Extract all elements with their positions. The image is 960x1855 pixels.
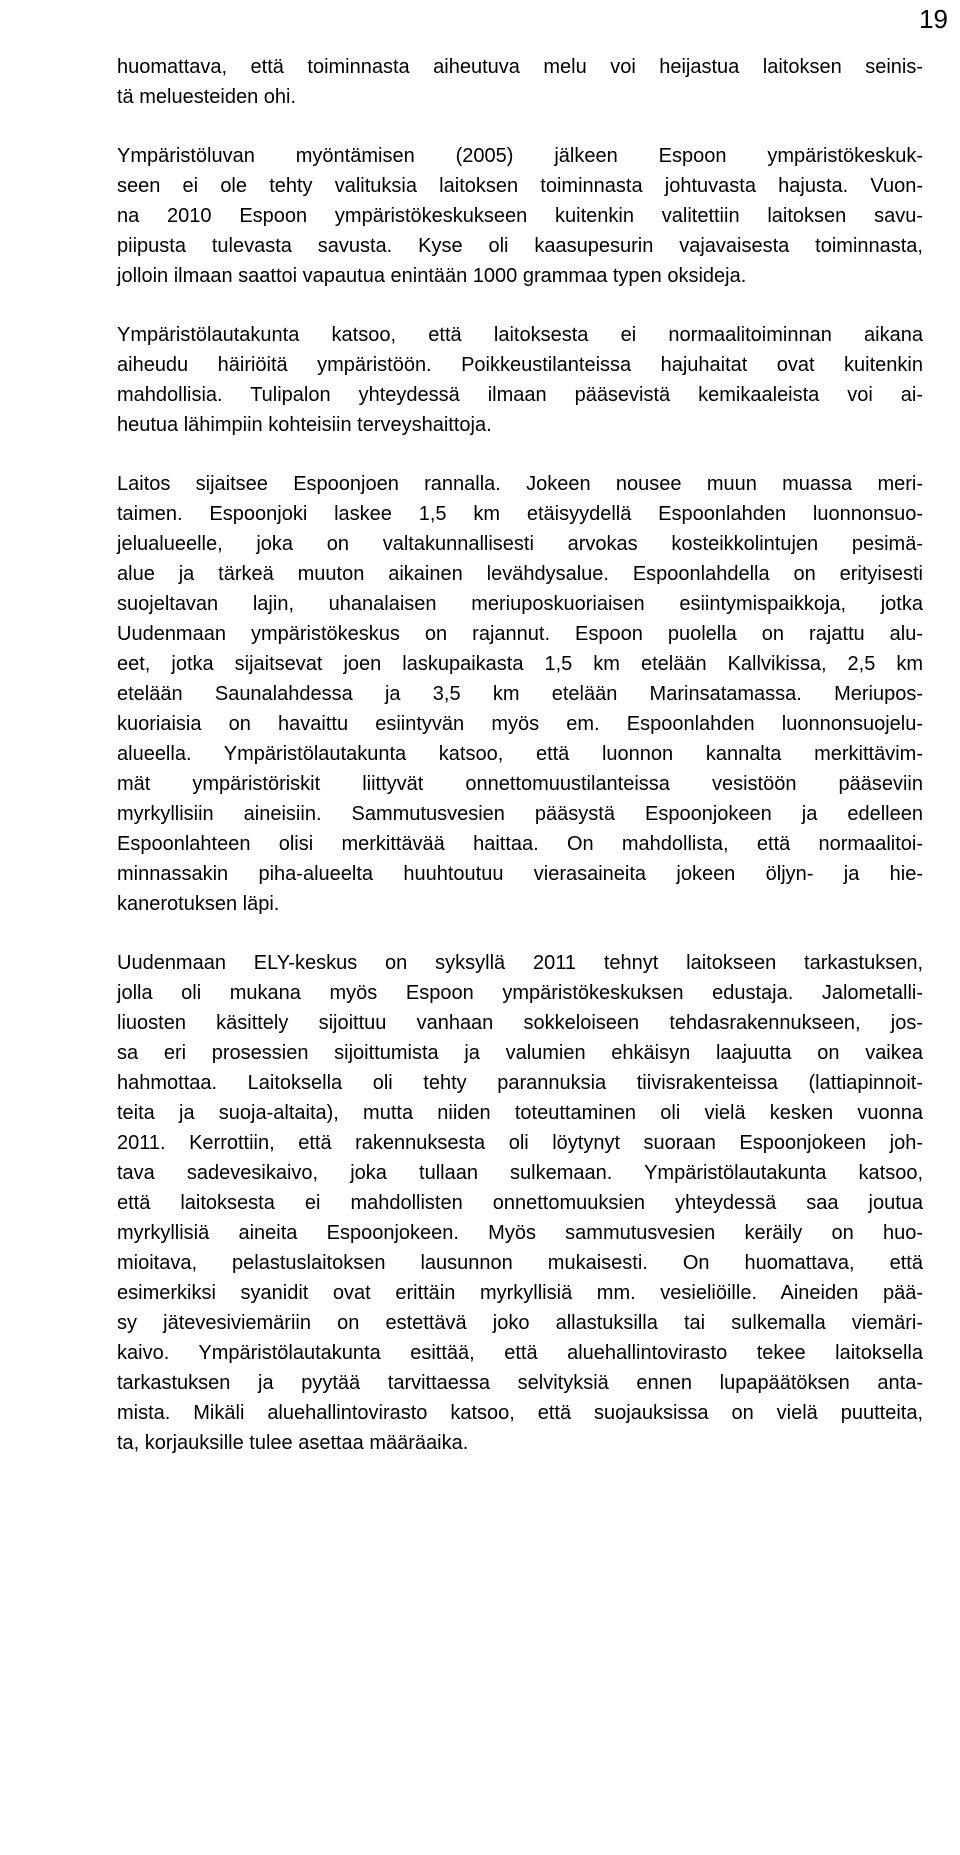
text-line: liuosten käsittely sijoittuu vanhaan sokkeloiseen tehdasrakennukseen, jos- — [117, 1012, 923, 1034]
text-line: tä meluesteiden ohi. — [117, 86, 297, 108]
paragraph-1 — [117, 52, 923, 112]
text-line: kanerotuksen läpi. — [117, 893, 280, 915]
text-line: teita ja suoja-altaita), mutta niiden toteuttaminen oli vielä kesken vuonna — [117, 1102, 923, 1124]
text-line: Uudenmaan ELY-keskus on syksyllä 2011 tehnyt laitokseen tarkastuksen, — [117, 952, 923, 974]
text-line: tarkastuksen ja pyytää tarvittaessa selvityksiä ennen lupapäätöksen anta- — [117, 1372, 923, 1394]
text-line: mät ympäristöriskit liittyvät onnettomuustilanteissa vesistöön pääseviin — [117, 773, 923, 795]
text-line: etelään Saunalahdessa ja 3,5 km etelään Marinsatamassa. Meriupos- — [117, 683, 923, 705]
paragraph-5 — [117, 948, 923, 1458]
text-line: kaivo. Ympäristölautakunta esittää, että aluehallintovirasto tekee laitoksella — [117, 1342, 923, 1364]
text-line: heutua lähimpiin kohteisiin terveyshaittoja. — [117, 414, 492, 436]
document-body — [117, 52, 923, 1458]
text-line: Laitos sijaitsee Espoonjoen rannalla. Jokeen nousee muun muassa meri- — [117, 473, 923, 495]
paragraph-2 — [117, 141, 923, 291]
text-line: sa eri prosessien sijoittumista ja valumien ehkäisyn laajuutta on vaikea — [117, 1042, 923, 1064]
text-line: hahmottaa. Laitoksella oli tehty parannuksia tiivisrakenteissa (lattiapinnoit- — [117, 1072, 923, 1094]
text-line: mioitava, pelastuslaitoksen lausunnon mukaisesti. On huomattava, että — [117, 1252, 923, 1274]
text-line: että laitoksesta ei mahdollisten onnettomuuksien yhteydessä saa joutua — [117, 1192, 923, 1214]
text-line: tava sadevesikaivo, joka tullaan sulkemaan. Ympäristölautakunta katsoo, — [117, 1162, 923, 1184]
text-line: jolloin ilmaan saattoi vapautua enintään 1000 grammaa typen oksideja. — [117, 265, 747, 287]
text-line: Ympäristöluvan myöntämisen (2005) jälkeen Espoon ympäristökeskuk- — [117, 145, 923, 167]
text-line: myrkyllisiä aineita Espoonjokeen. Myös sammutusvesien keräily on huo- — [117, 1222, 923, 1244]
text-line: seen ei ole tehty valituksia laitoksen toiminnasta johtuvasta hajusta. Vuon- — [117, 175, 923, 197]
text-line: 2011. Kerrottiin, että rakennuksesta oli löytynyt suoraan Espoonjokeen joh- — [117, 1132, 923, 1154]
text-line: sy jätevesiviemäriin on estettävä joko allastuksilla tai sulkemalla viemäri- — [117, 1312, 923, 1334]
text-line: Uudenmaan ympäristökeskus on rajannut. Espoon puolella on rajattu alu- — [117, 623, 923, 645]
text-line: alue ja tärkeä muuton aikainen levähdysalue. Espoonlahdella on erityisesti — [117, 563, 923, 585]
text-line: taimen. Espoonjoki laskee 1,5 km etäisyydellä Espoonlahden luonnonsuo- — [117, 503, 923, 525]
text-line: na 2010 Espoon ympäristökeskukseen kuitenkin valitettiin laitoksen savu- — [117, 205, 923, 227]
text-line: eet, jotka sijaitsevat joen laskupaikasta 1,5 km etelään Kallvikissa, 2,5 km — [117, 653, 923, 675]
text-line: ta, korjauksille tulee asettaa määräaika. — [117, 1432, 469, 1454]
text-line: aiheudu häiriöitä ympäristöön. Poikkeustilanteissa hajuhaitat ovat kuitenkin — [117, 354, 923, 376]
text-line: Espoonlahteen olisi merkittävää haittaa. On mahdollista, että normaalitoi- — [117, 833, 923, 855]
page-number: 19 — [919, 4, 948, 34]
paragraph-4 — [117, 469, 923, 919]
text-line: alueella. Ympäristölautakunta katsoo, että luonnon kannalta merkittävim- — [117, 743, 923, 765]
text-line: piipusta tulevasta savusta. Kyse oli kaasupesurin vajavaisesta toiminnasta, — [117, 235, 923, 257]
text-line: jelualueelle, joka on valtakunnallisesti arvokas kosteikkolintujen pesimä- — [117, 533, 923, 555]
text-line: suojeltavan lajin, uhanalaisen meriuposkuoriaisen esiintymispaikkoja, jotka — [117, 593, 923, 615]
text-line: Ympäristölautakunta katsoo, että laitoksesta ei normaalitoiminnan aikana — [117, 324, 923, 346]
text-line: huomattava, että toiminnasta aiheutuva melu voi heijastua laitoksen seinis- — [117, 56, 923, 78]
text-line: myrkyllisiin aineisiin. Sammutusvesien pääsystä Espoonjokeen ja edelleen — [117, 803, 923, 825]
text-line: minnassakin piha-alueelta huuhtoutuu vierasaineita jokeen öljyn- ja hie- — [117, 863, 923, 885]
text-line: jolla oli mukana myös Espoon ympäristökeskuksen edustaja. Jalometalli- — [117, 982, 923, 1004]
text-line: kuoriaisia on havaittu esiintyvän myös em. Espoonlahden luonnonsuojelu- — [117, 713, 923, 735]
text-line: esimerkiksi syanidit ovat erittäin myrkyllisiä mm. vesieliöille. Aineiden pää- — [117, 1282, 923, 1304]
text-line: mahdollisia. Tulipalon yhteydessä ilmaan pääsevistä kemikaaleista voi ai- — [117, 384, 923, 406]
text-line: mista. Mikäli aluehallintovirasto katsoo, että suojauksissa on vielä puutteita, — [117, 1402, 923, 1424]
paragraph-3 — [117, 320, 923, 440]
